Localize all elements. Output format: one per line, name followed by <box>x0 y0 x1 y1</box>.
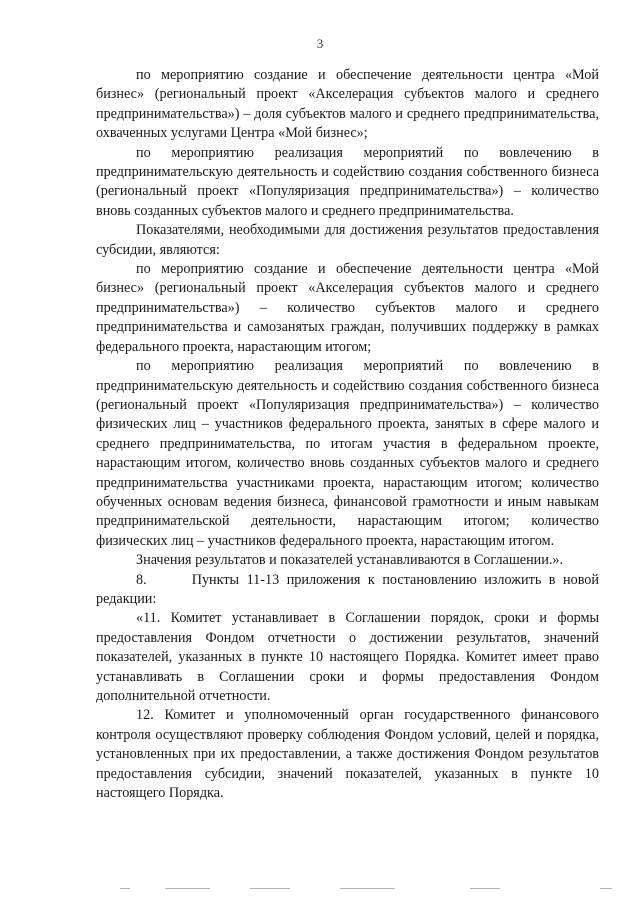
paragraph-moi-biznes-result: по мероприятию создание и обеспечение деятельности центра «Мой бизнес» (региональный проект «Акселерация субъектов малого и среднего предпринимательства») – доля субъектов малого и среднего предпринимательства, охваченных услугами Центра «Мой бизнес»; <box>96 67 599 142</box>
paragraph-popularization-result: по мероприятию реализация мероприятий по вовлечению в предпринимательскую деятельность и содействию создания собственного бизнеса (региональный проект «Популяризация предпринимательства») – количество вновь созданных субъектов малого и среднего предпринимательства. <box>96 144 599 219</box>
page-number: 3 <box>316 36 324 51</box>
paragraph-item-12: 12. Комитет и уполномоченный орган государственного финансового контроля осуществляют проверку соблюдения Фондом условий, целей и порядка, установленных при их предоставлении, а также достижения Фондом результатов предоставления субсидии, значений показателей, указанных в пункте 10 настоящего Порядка. <box>96 707 599 802</box>
paragraph-moi-biznes-indicator: по мероприятию создание и обеспечение деятельности центра «Мой бизнес» (региональный проект «Акселерация субъектов малого и среднего предпринимательства») – количество субъектов малого и среднего предпринимательства и самозанятых граждан, получивших поддержку в рамках федерального проекта, нарастающим итогом; <box>96 261 599 355</box>
paragraph-values-in-agreement: Значения результатов и показателей устанавливаются в Соглашении.». <box>136 552 564 569</box>
paragraph-item-11: «11. Комитет устанавливает в Соглашении порядок, сроки и формы предоставления Фондом отчетности о достижении результатов, значений показателей, указанных в пункте 10 настоящего Порядка. Комитет имеет право устанавливать в Соглашении сроки и формы предоставления Фондом дополнительной отчетности. <box>96 610 599 704</box>
paragraph-item-8: 8. Пункты 11-13 приложения к постановлению изложить в новой редакции: <box>96 571 603 607</box>
paragraph-popularization-indicator: по мероприятию реализация мероприятий по вовлечению в предпринимательскую деятельность и содействию создания собственного бизнеса (региональный проект «Популяризация предпринимательства») – количество физических лиц – участников федерального проекта, занятых в сфере малого и среднего предпринимательства, по итогам участия в федеральном проекте, нарастающим итогом, количество вновь созданных субъектов малого и среднего предпринимательства участниками проекта, нарастающим итогом; количество обученных основам ведения бизнеса, финансовой грамотности и иным навыкам предпринимательской деятельности, нарастающим итогом; количество физических лиц – участников федерального проекта, нарастающим итогом. <box>96 358 599 549</box>
scan-artifacts <box>0 880 640 900</box>
paragraph-indicators-intro: Показателями, необходимыми для достижения результатов предоставления субсидии, являются: <box>96 222 599 258</box>
document-body <box>96 66 603 803</box>
